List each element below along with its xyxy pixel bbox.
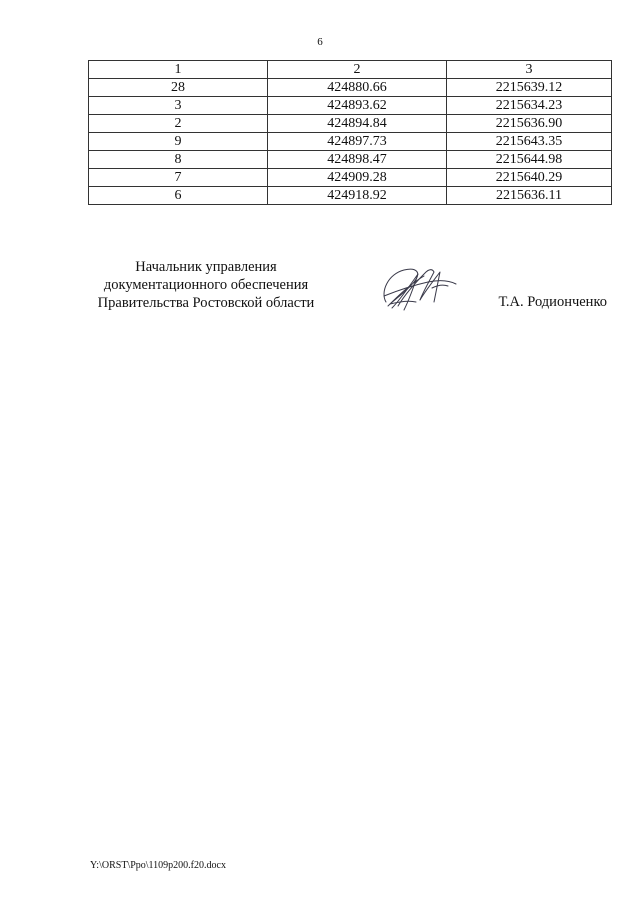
table-cell: 2215643.35	[447, 133, 612, 151]
table-cell: 424909.28	[268, 169, 447, 187]
table-header-cell: 2	[268, 61, 447, 79]
table-cell: 2215636.11	[447, 187, 612, 205]
footer-file-path: Y:\ORST\Ppo\1109p200.f20.docx	[90, 860, 226, 871]
table-header-row	[89, 61, 612, 79]
table-cell: 2215636.90	[447, 115, 612, 133]
table-row	[89, 115, 612, 133]
signatory-name: Т.А. Родионченко	[498, 294, 607, 310]
signatory-position-line: Начальник управления	[135, 259, 277, 275]
handwritten-signature	[374, 262, 464, 316]
table-cell: 6	[89, 187, 268, 205]
table-header-cell: 1	[89, 61, 268, 79]
table-cell: 7	[89, 169, 268, 187]
table-row	[89, 151, 612, 169]
page-number: 6	[317, 36, 323, 48]
table-cell: 9	[89, 133, 268, 151]
table-cell: 424894.84	[268, 115, 447, 133]
signatory-position-line: документационного обеспечения	[103, 277, 309, 293]
table-cell: 2215644.98	[447, 151, 612, 169]
table-cell: 8	[89, 151, 268, 169]
table-cell: 424918.92	[268, 187, 447, 205]
table-cell: 2215640.29	[447, 169, 612, 187]
table-cell: 424880.66	[268, 79, 447, 97]
signatory-position	[86, 258, 326, 312]
table-cell: 2215634.23	[447, 97, 612, 115]
signatory-position-line: Правительства Ростовской области	[97, 295, 315, 311]
table-row	[89, 187, 612, 205]
table-header-cell: 3	[447, 61, 612, 79]
table-row	[89, 169, 612, 187]
table-cell: 3	[89, 97, 268, 115]
table-cell: 424897.73	[268, 133, 447, 151]
table-cell: 2215639.12	[447, 79, 612, 97]
table-row	[89, 133, 612, 151]
table-cell: 28	[89, 79, 268, 97]
table-cell: 424893.62	[268, 97, 447, 115]
table-cell: 424898.47	[268, 151, 447, 169]
coordinates-table	[88, 60, 612, 205]
table-row	[89, 79, 612, 97]
table-row	[89, 97, 612, 115]
table-cell: 2	[89, 115, 268, 133]
